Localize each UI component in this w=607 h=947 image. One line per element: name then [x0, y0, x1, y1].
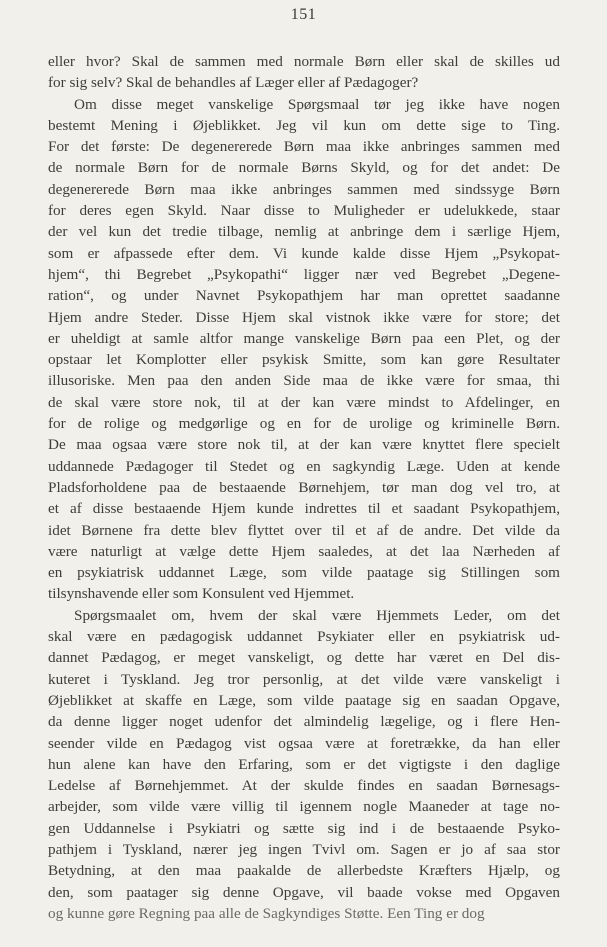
text-line: gen Uddannelse i Psykiatri og sætte sig ind i de bestaaende Psyko- — [48, 819, 560, 837]
text-line: en psykiatrisk uddannet Læge, som vilde paatage sig Stillingen som — [48, 564, 560, 582]
text-line: kuteret i Tyskland. Jeg tror personlig, at det vilde være vanskeligt i — [48, 670, 560, 688]
text-line: hjem“, thi Begrebet „Psykopathi“ ligger nær ved Begrebet „Degene- — [48, 265, 560, 283]
text-line: idet Børnene fra dette blev flyttet over til et af de andre. Det vilde da — [48, 521, 560, 539]
text-line: arbejder, som vilde være villig til igennem nogle Maaneder at tage no- — [48, 798, 560, 816]
text-line: Spørgsmaalet om, hvem der skal være Hjemmets Leder, om det — [74, 606, 560, 624]
text-line: er uheldigt at samle altfor mange vanskelige Børn paa een Plet, og der — [48, 329, 560, 347]
text-line: skal være en pædagogisk uddannet Psykiater eller en psykiatrisk ud- — [48, 628, 560, 646]
text-line: pathjem i Tyskland, nærer jeg ingen Tvivl om. Sagen er jo af saa stor — [48, 840, 560, 858]
text-line: Hjem andre Steder. Disse Hjem skal vistnok ikke være for store; det — [48, 308, 560, 326]
text-line: Om disse meget vanskelige Spørgsmaal tør jeg ikke have nogen — [74, 95, 560, 113]
text-line: Ledelse af Børnehjemmet. At der skulde findes en saadan Børnesags- — [48, 777, 560, 795]
text-line: tilsynshavende eller som Konsulent ved Hjemmet. — [48, 585, 355, 603]
text-line: bestemt Mening i Øjeblikket. Jeg vil kun om dette sige to Ting. — [48, 116, 560, 134]
text-line: for deres egen Skyld. Naar disse to Muligheder er udelukkede, staar — [48, 202, 560, 220]
text-line: Betydning, at den maa paakalde de allerbedste Kræfters Hjælp, og — [48, 862, 560, 880]
text-line: da denne ligger noget udenfor det almindelig lægelige, og i flere Hen- — [48, 713, 560, 731]
text-line: der vel kun det tredie tilbage, nemlig at anbringe dem i særlige Hjem, — [48, 223, 560, 241]
text-line: degenererede Børn maa ikke anbringes sammen med sindssyge Børn — [48, 180, 560, 198]
text-line: De maa ogsaa være store nok til, at der kan være knyttet flere specielt — [48, 436, 560, 454]
text-line: illusoriske. Men paa den anden Side maa de ikke være for smaa, thi — [48, 372, 560, 390]
page-number: 151 — [290, 6, 317, 23]
text-line: Pladsforholdene paa de bestaaende Børnehjem, tør man dog vel tro, at — [48, 478, 560, 496]
text-line: seender vilde en Pædagog vist ogsaa være at foretrække, da han eller — [48, 734, 560, 752]
text-line: hun alene kan have den Erfaring, som er det vigtigste i den daglige — [48, 755, 560, 773]
text-line: den, som paatager sig denne Opgave, vil baade vokse med Opgaven — [48, 883, 560, 901]
text-line: et af disse bestaaende Hjem kunde indrettes til et saadant Psykopathjem, — [48, 500, 560, 518]
text-line: uddannede Pædagoger til Stedet og en sagkyndig Læge. Uden at kende — [48, 457, 560, 475]
text-line: For det første: De degenererede Børn maa ikke anbringes sammen med — [48, 138, 560, 156]
text-line: for de rolige og medgørlige og en for de urolige og kriminelle Børn. — [48, 415, 560, 433]
text-line: som er afpassede efter dem. Vi kunde kalde disse Hjem „Psykopat- — [48, 244, 560, 262]
text-line: og kunne gøre Regning paa alle de Sagkyndiges Støtte. Een Ting er dog — [48, 904, 485, 922]
text-line: Øjeblikket at skaffe en Læge, som vilde paatage sig en saadan Opgave, — [48, 691, 560, 709]
text-line: være naturligt at vælge dette Hjem saaledes, at det laa Nærheden af — [48, 542, 560, 560]
body-text — [48, 51, 560, 924]
text-line: de skal være store nok, til at der kan være mindst to Afdelinger, en — [48, 393, 560, 411]
text-line: dannet Pædagog, er meget vanskeligt, og dette har været en Del dis- — [48, 649, 560, 667]
text-line: for sig selv? Skal de behandles af Læger eller af Pædagoger? — [48, 74, 419, 92]
text-line: ration“, og under Navnet Psykopathjem har man oprettet saadanne — [48, 287, 560, 305]
text-line: eller hvor? Skal de sammen med normale Børn eller skal de skilles ud — [48, 53, 560, 70]
text-line: de normale Børn for de normale Børns Skyld, og for det andet: De — [48, 159, 560, 177]
text-line: opstaar let Komplotter eller psykisk Smitte, som kan gøre Resultater — [48, 351, 560, 369]
